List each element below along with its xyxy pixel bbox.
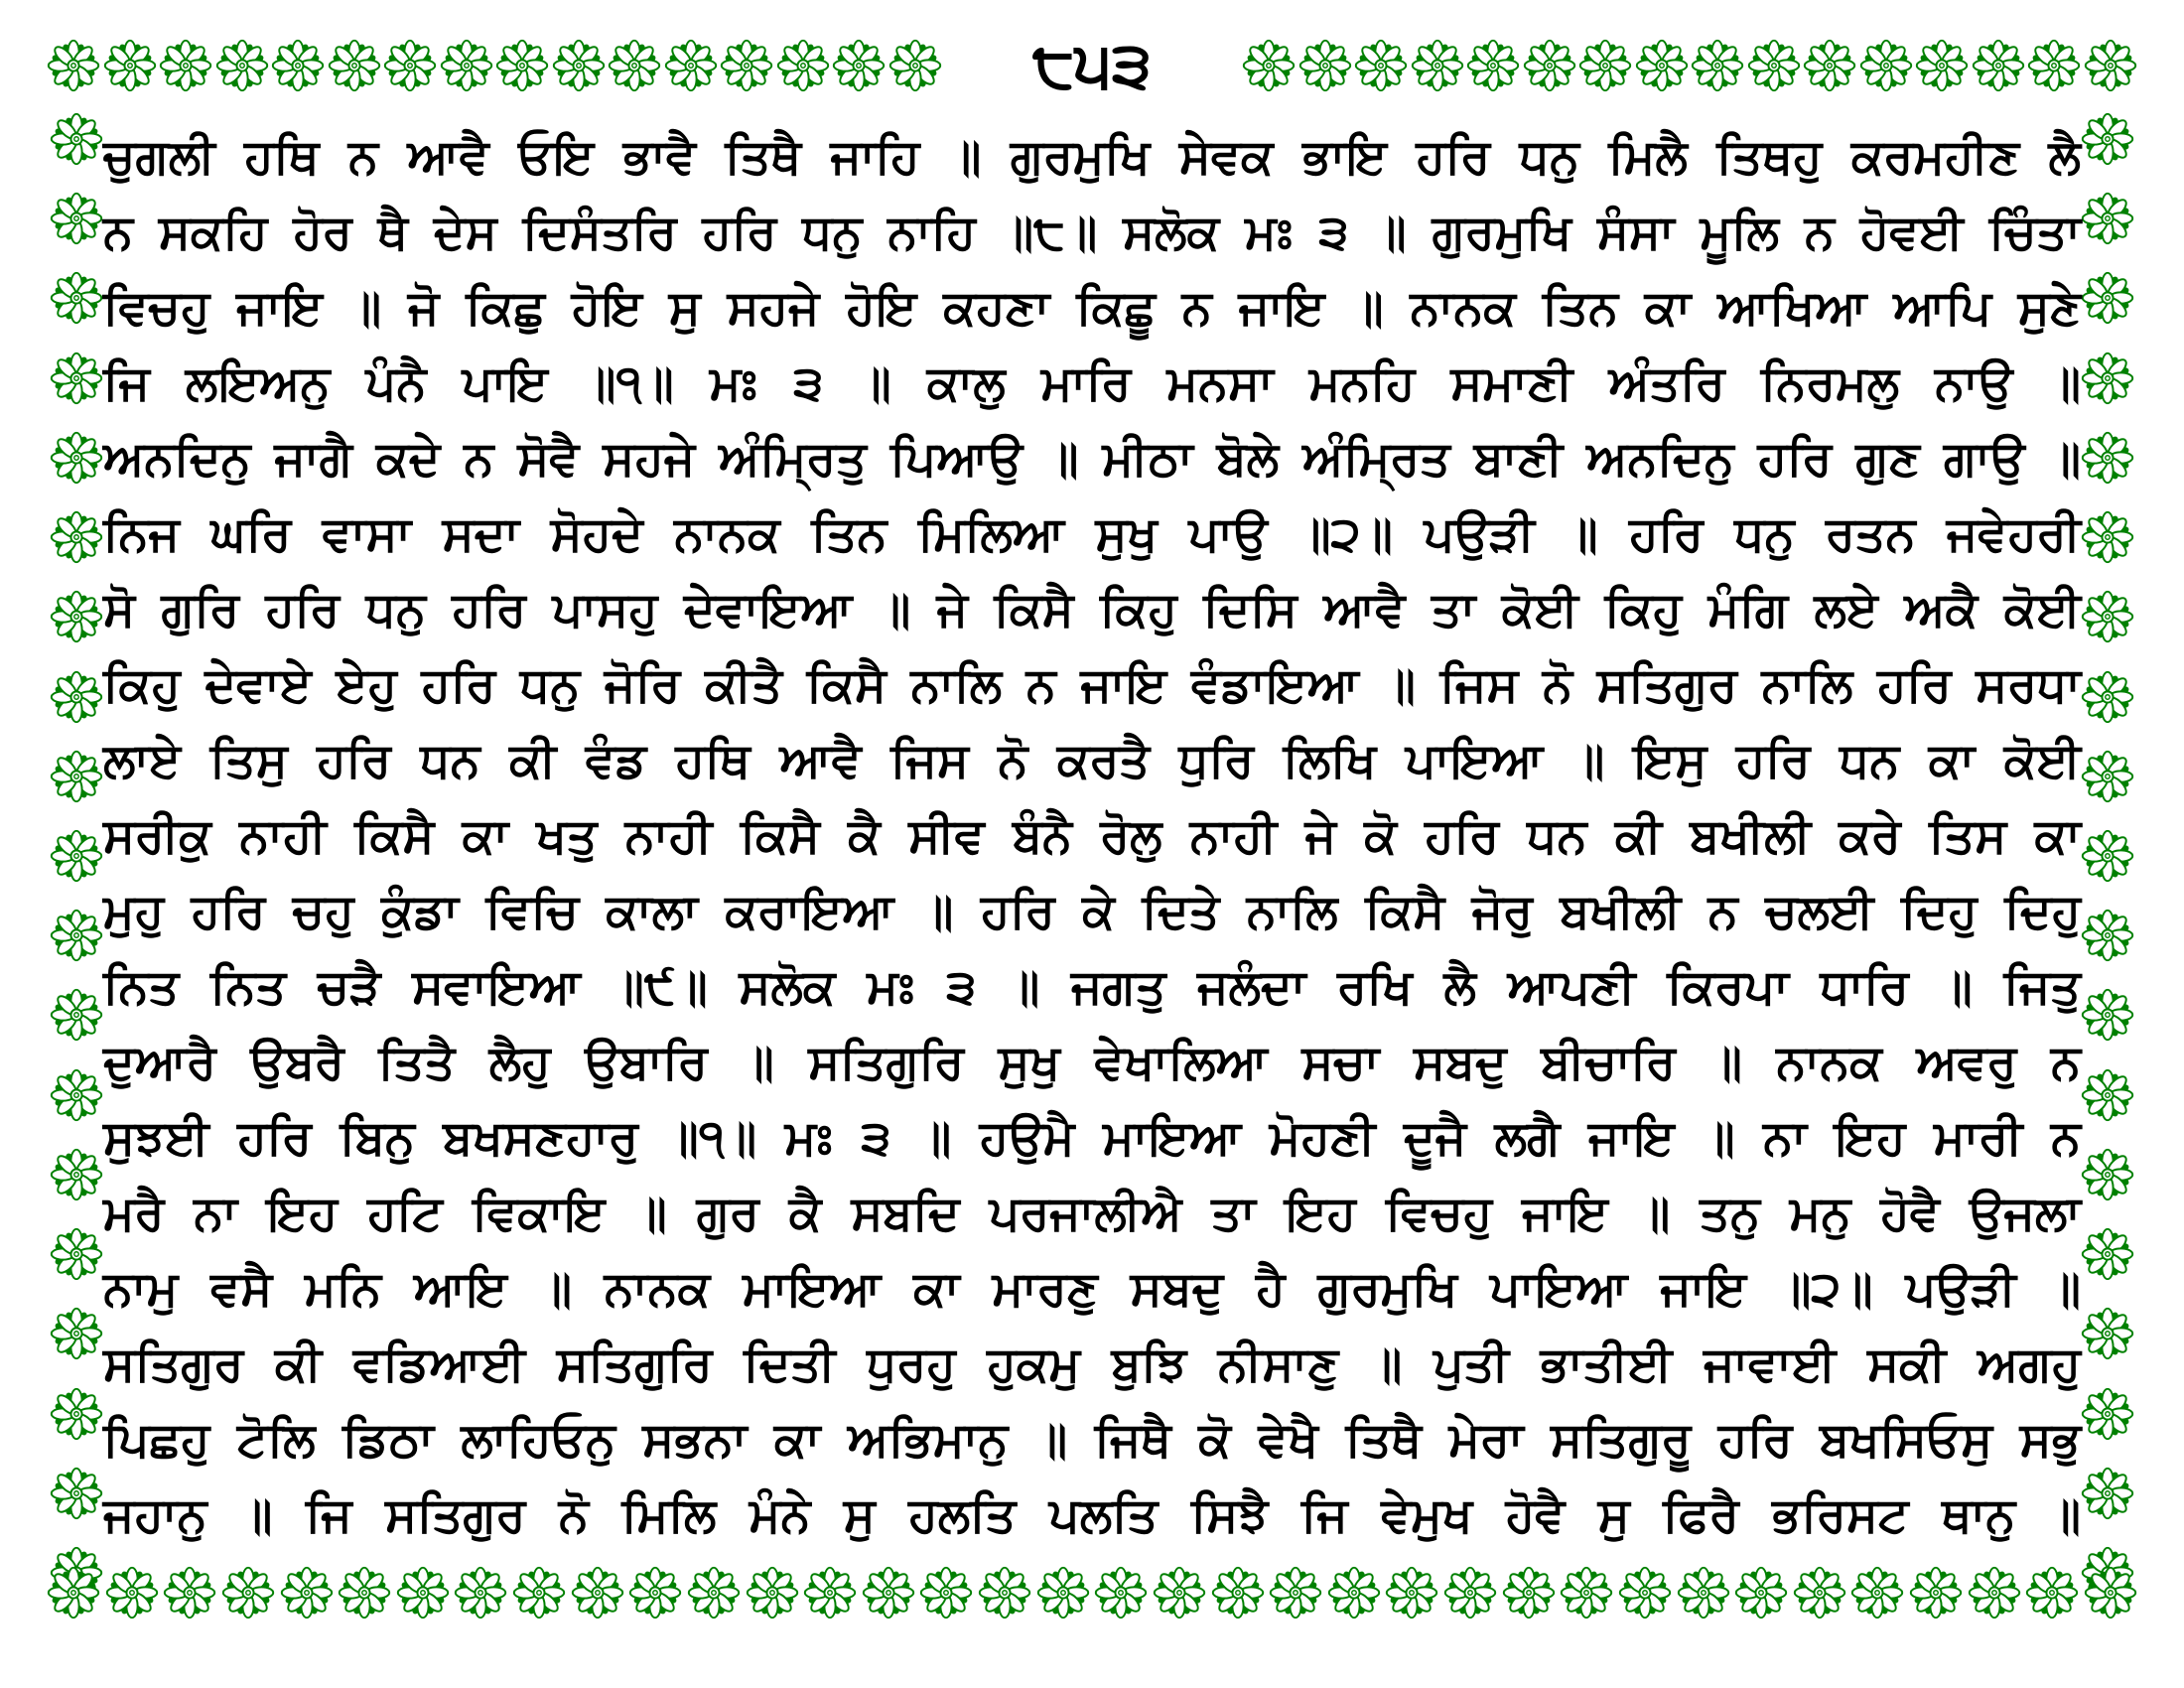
flower-icon bbox=[1967, 1565, 2022, 1620]
flower-icon bbox=[1152, 1565, 1207, 1620]
text-line: ਮਰੈ ਨਾ ਇਹ ਹਟਿ ਵਿਕਾਇ ॥ ਗੁਰ ਕੈ ਸਬਦਿ ਪਰਜਾਲੀਐ ਤਾ ਇਹ ਵਿਚਹੁ ਜਾਇ ॥ ਤਨੁ ਮਨੁ ਹੋਵੈ ਉਜਲਾ bbox=[103, 1186, 2081, 1241]
flower-icon bbox=[49, 1306, 104, 1361]
flower-icon bbox=[977, 1565, 1032, 1620]
flower-icon bbox=[1802, 38, 1857, 93]
flower-icon bbox=[1035, 1565, 1091, 1620]
text-line: ਨਾਮੁ ਵਸੈ ਮਨਿ ਆਇ ॥ ਨਾਨਕ ਮਾਇਆ ਕਾ ਮਾਰਣੁ ਸਬਦੁ ਹੈ ਗੁਰਮੁਖਿ ਪਾਇਆ ਜਾਇ ॥੨॥ ਪਉੜੀ ॥ bbox=[103, 1261, 2081, 1317]
flower-icon bbox=[1410, 38, 1465, 93]
flower-icon bbox=[49, 1226, 104, 1282]
flower-icon bbox=[1442, 1565, 1498, 1620]
flower-icon bbox=[1617, 1565, 1673, 1620]
flower-icon bbox=[1559, 1565, 1614, 1620]
flower-icon bbox=[1577, 38, 1633, 93]
flower-icon bbox=[2080, 270, 2135, 326]
scripture-text bbox=[103, 119, 2081, 1553]
text-line: ਸਰੀਕੁ ਨਾਹੀ ਕਿਸੈ ਕਾ ਖਤੁ ਨਾਹੀ ਕਿਸੈ ਕੈ ਸੀਵ ਬੰਨੈ ਰੋਲੁ ਨਾਹੀ ਜੇ ਕੋ ਹਰਿ ਧਨ ਕੀ ਬਖੀਲੀ ਕਰੇ ਤਿਸ ਕਾ bbox=[103, 808, 2081, 864]
flower-icon bbox=[1849, 1565, 1905, 1620]
top-border-left-flowers bbox=[46, 38, 943, 93]
flower-icon bbox=[49, 828, 104, 884]
flower-icon bbox=[1676, 1565, 1731, 1620]
flower-icon bbox=[1746, 38, 1802, 93]
top-border bbox=[46, 24, 2138, 107]
flower-icon bbox=[1210, 1565, 1266, 1620]
flower-icon bbox=[775, 38, 831, 93]
flower-icon bbox=[327, 38, 382, 93]
text-line: ਲਾਏ ਤਿਸੁ ਹਰਿ ਧਨ ਕੀ ਵੰਡ ਹਥਿ ਆਵੈ ਜਿਸ ਨੋ ਕਰਤੈ ਧੁਰਿ ਲਿਖਿ ਪਾਇਆ ॥ ਇਸੁ ਹਰਿ ਧਨ ਕਾ ਕੋਈ bbox=[103, 733, 2081, 788]
flower-icon bbox=[49, 987, 104, 1043]
flower-icon bbox=[607, 38, 662, 93]
flower-icon bbox=[2083, 38, 2138, 93]
flower-icon bbox=[453, 1565, 508, 1620]
flower-icon bbox=[158, 38, 213, 93]
flower-icon bbox=[49, 191, 104, 246]
text-line: ਜਿ ਲਇਅਨੁ ਪੰਨੈ ਪਾਇ ॥੧॥ ਮਃ ੩ ॥ ਕਾਲੁ ਮਾਰਿ ਮਨਸਾ ਮਨਹਿ ਸਮਾਣੀ ਅੰਤਰਿ ਨਿਰਮਲੁ ਨਾਉ ॥ bbox=[103, 355, 2081, 411]
flower-icon bbox=[887, 38, 943, 93]
flower-icon bbox=[49, 749, 104, 804]
text-line: ਨਿਜ ਘਰਿ ਵਾਸਾ ਸਦਾ ਸੋਹਦੇ ਨਾਨਕ ਤਿਨ ਮਿਲਿਆ ਸੁਖੁ ਪਾਉ ॥੨॥ ਪਉੜੀ ॥ ਹਰਿ ਧਨੁ ਰਤਨ ਜਵੇਹਰੀ bbox=[103, 506, 2081, 562]
flower-icon bbox=[2080, 351, 2135, 406]
flower-icon bbox=[2080, 828, 2135, 884]
flower-icon bbox=[49, 589, 104, 644]
text-line: ਕਿਹੁ ਦੇਵਾਏ ਏਹੁ ਹਰਿ ਧਨੁ ਜੋਰਿ ਕੀਤੈ ਕਿਸੈ ਨਾਲਿ ਨ ਜਾਇ ਵੰਡਾਇਆ ॥ ਜਿਸ ਨੋ ਸਤਿਗੁਰ ਨਾਲਿ ਹਰਿ ਸਰਧਾ bbox=[103, 657, 2081, 713]
flower-icon bbox=[570, 1565, 625, 1620]
flower-icon bbox=[1353, 38, 1409, 93]
flower-icon bbox=[104, 1565, 160, 1620]
left-border bbox=[44, 111, 109, 1601]
text-line: ਨਿਤ ਨਿਤ ਚੜੈ ਸਵਾਇਆ ॥੯॥ ਸਲੋਕ ਮਃ ੩ ॥ ਜਗਤੁ ਜਲੰਦਾ ਰਖਿ ਲੈ ਆਪਣੀ ਕਿਰਪਾ ਧਾਰਿ ॥ ਜਿਤੁ bbox=[103, 959, 2081, 1015]
flower-icon bbox=[162, 1565, 217, 1620]
flower-icon bbox=[214, 38, 270, 93]
flower-icon bbox=[49, 908, 104, 963]
flower-icon bbox=[2080, 1306, 2135, 1361]
flower-icon bbox=[663, 38, 719, 93]
flower-icon bbox=[49, 1466, 104, 1521]
flower-icon bbox=[2080, 1147, 2135, 1202]
flower-icon bbox=[2080, 749, 2135, 804]
flower-icon bbox=[1522, 38, 1577, 93]
flower-icon bbox=[49, 1067, 104, 1123]
flower-icon bbox=[861, 1565, 916, 1620]
flower-icon bbox=[46, 38, 101, 93]
flower-icon bbox=[627, 1565, 683, 1620]
flower-icon bbox=[49, 1386, 104, 1442]
flower-icon bbox=[49, 430, 104, 486]
flower-icon bbox=[2080, 987, 2135, 1043]
flower-icon bbox=[337, 1565, 392, 1620]
right-border bbox=[2075, 111, 2140, 1601]
text-line: ਮੁਹੁ ਹਰਿ ਚਹੁ ਕੁੰਡਾ ਵਿਚਿ ਕਾਲਾ ਕਰਾਇਆ ॥ ਹਰਿ ਕੇ ਦਿਤੇ ਨਾਲਿ ਕਿਸੈ ਜੋਰੁ ਬਖੀਲੀ ਨ ਚਲਈ ਦਿਹੁ ਦਿਹੁ bbox=[103, 884, 2081, 939]
flower-icon bbox=[270, 38, 326, 93]
flower-icon bbox=[2080, 1226, 2135, 1282]
flower-icon bbox=[2080, 111, 2135, 167]
flower-icon bbox=[102, 38, 158, 93]
flower-icon bbox=[1241, 38, 1297, 93]
flower-icon bbox=[49, 351, 104, 406]
text-line: ਅਨਦਿਨੁ ਜਾਗੈ ਕਦੇ ਨ ਸੋਵੈ ਸਹਜੇ ਅੰਮ੍ਰਿਤੁ ਪਿਆਉ ॥ ਮੀਠਾ ਬੋਲੇ ਅੰਮ੍ਰਿਤ ਬਾਣੀ ਅਨਦਿਨੁ ਹਰਿ ਗੁਣ ਗਾਉ ॥ bbox=[103, 431, 2081, 487]
flower-icon bbox=[279, 1565, 335, 1620]
flower-icon bbox=[2080, 509, 2135, 565]
flower-icon bbox=[1908, 1565, 1964, 1620]
flower-icon bbox=[918, 1565, 974, 1620]
flower-icon bbox=[2026, 38, 2082, 93]
flower-icon bbox=[2080, 669, 2135, 725]
flower-icon bbox=[395, 1565, 451, 1620]
flower-icon bbox=[49, 111, 104, 167]
flower-icon bbox=[1792, 1565, 1847, 1620]
text-line: ਚੁਗਲੀ ਹਥਿ ਨ ਆਵੈ ਓਇ ਭਾਵੈ ਤਿਥੈ ਜਾਹਿ ॥ ਗੁਰਮੁਖਿ ਸੇਵਕ ਭਾਇ ਹਰਿ ਧਨੁ ਮਿਲੈ ਤਿਥਹੁ ਕਰਮਹੀਣ ਲੈ bbox=[103, 129, 2081, 185]
top-border-right-flowers bbox=[1241, 38, 2138, 93]
flower-icon bbox=[719, 38, 774, 93]
flower-icon bbox=[2080, 430, 2135, 486]
flower-icon bbox=[2080, 589, 2135, 644]
flower-icon bbox=[1297, 38, 1353, 93]
flower-icon bbox=[831, 38, 887, 93]
flower-icon bbox=[1733, 1565, 1789, 1620]
text-line: ਦੁਆਰੈ ਉਬਰੈ ਤਿਤੈ ਲੈਹੁ ਉਬਾਰਿ ॥ ਸਤਿਗੁਰਿ ਸੁਖੁ ਵੇਖਾਲਿਆ ਸਚਾ ਸਬਦੁ ਬੀਚਾਰਿ ॥ ਨਾਨਕ ਅਵਰੁ ਨ bbox=[103, 1035, 2081, 1090]
flower-icon bbox=[2080, 191, 2135, 246]
flower-icon bbox=[2080, 908, 2135, 963]
bottom-border bbox=[46, 1551, 2138, 1634]
text-line: ਜਹਾਨੁ ॥ ਜਿ ਸਤਿਗੁਰ ਨੋ ਮਿਲਿ ਮੰਨੇ ਸੁ ਹਲਤਿ ਪਲਤਿ ਸਿਝੈ ਜਿ ਵੇਮੁਖ ਹੋਵੈ ਸੁ ਫਿਰੈ ਭਰਿਸਟ ਥਾਨੁ ॥ bbox=[103, 1487, 2081, 1543]
flower-icon bbox=[551, 38, 607, 93]
flower-icon bbox=[49, 1147, 104, 1202]
text-line: ਸੋ ਗੁਰਿ ਹਰਿ ਧਨੁ ਹਰਿ ਪਾਸਹੁ ਦੇਵਾਇਆ ॥ ਜੇ ਕਿਸੈ ਕਿਹੁ ਦਿਸਿ ਆਵੈ ਤਾ ਕੋਈ ਕਿਹੁ ਮੰਗਿ ਲਏ ਅਕੈ ਕੋਈ bbox=[103, 582, 2081, 637]
flower-icon bbox=[1268, 1565, 1323, 1620]
flower-icon bbox=[1093, 1565, 1149, 1620]
flower-icon bbox=[46, 1565, 101, 1620]
flower-icon bbox=[686, 1565, 742, 1620]
flower-icon bbox=[2080, 1466, 2135, 1521]
flower-icon bbox=[2080, 1386, 2135, 1442]
flower-icon bbox=[1690, 38, 1745, 93]
flower-icon bbox=[1914, 38, 1970, 93]
text-line: ਨ ਸਕਹਿ ਹੋਰ ਥੈ ਦੇਸ ਦਿਸੰਤਰਿ ਹਰਿ ਧਨੁ ਨਾਹਿ ॥੮॥ ਸਲੋਕ ਮਃ ੩ ॥ ਗੁਰਮੁਖਿ ਸੰਸਾ ਮੂਲਿ ਨ ਹੋਵਈ ਚਿੰਤਾ bbox=[103, 205, 2081, 260]
flower-icon bbox=[745, 1565, 800, 1620]
flower-icon bbox=[1326, 1565, 1382, 1620]
flower-icon bbox=[1971, 38, 2026, 93]
flower-icon bbox=[382, 38, 438, 93]
flower-icon bbox=[1634, 38, 1690, 93]
flower-icon bbox=[1384, 1565, 1439, 1620]
flower-icon bbox=[494, 38, 550, 93]
page-number: ੮੫੩ bbox=[1032, 29, 1152, 102]
flower-icon bbox=[2080, 1067, 2135, 1123]
flower-icon bbox=[802, 1565, 858, 1620]
text-line: ਪਿਛਹੁ ਟੋਲਿ ਡਿਠਾ ਲਾਹਿਓਨੁ ਸਭਨਾ ਕਾ ਅਭਿਮਾਨੁ ॥ ਜਿਥੈ ਕੋ ਵੇਖੈ ਤਿਥੈ ਮੇਰਾ ਸਤਿਗੁਰੂ ਹਰਿ ਬਖਸਿਓਸੁ ਸਭੁ bbox=[103, 1412, 2081, 1468]
flower-icon bbox=[49, 270, 104, 326]
flower-icon bbox=[511, 1565, 567, 1620]
flower-icon bbox=[49, 509, 104, 565]
flower-icon bbox=[1465, 38, 1521, 93]
text-line: ਵਿਚਹੁ ਜਾਇ ॥ ਜੋ ਕਿਛੁ ਹੋਇ ਸੁ ਸਹਜੇ ਹੋਇ ਕਹਣਾ ਕਿਛੂ ਨ ਜਾਇ ॥ ਨਾਨਕ ਤਿਨ ਕਾ ਆਖਿਆ ਆਪਿ ਸੁਣੇ bbox=[103, 280, 2081, 336]
text-line: ਸੁਝਈ ਹਰਿ ਬਿਨੁ ਬਖਸਣਹਾਰੁ ॥੧॥ ਮਃ ੩ ॥ ਹਉਮੈ ਮਾਇਆ ਮੋਹਣੀ ਦੂਜੈ ਲਗੈ ਜਾਇ ॥ ਨਾ ਇਹ ਮਾਰੀ ਨ bbox=[103, 1110, 2081, 1166]
flower-icon bbox=[1501, 1565, 1557, 1620]
flower-icon bbox=[439, 38, 494, 93]
text-line: ਸਤਿਗੁਰ ਕੀ ਵਡਿਆਈ ਸਤਿਗੁਰਿ ਦਿਤੀ ਧੁਰਹੁ ਹੁਕਮੁ ਬੁਝਿ ਨੀਸਾਣੁ ॥ ਪੁਤੀ ਭਾਤੀਈ ਜਾਵਾਈ ਸਕੀ ਅਗਹੁ bbox=[103, 1336, 2081, 1392]
flower-icon bbox=[49, 669, 104, 725]
flower-icon bbox=[220, 1565, 276, 1620]
flower-icon bbox=[2024, 1565, 2080, 1620]
flower-icon bbox=[1858, 38, 1914, 93]
flower-icon bbox=[2083, 1565, 2138, 1620]
